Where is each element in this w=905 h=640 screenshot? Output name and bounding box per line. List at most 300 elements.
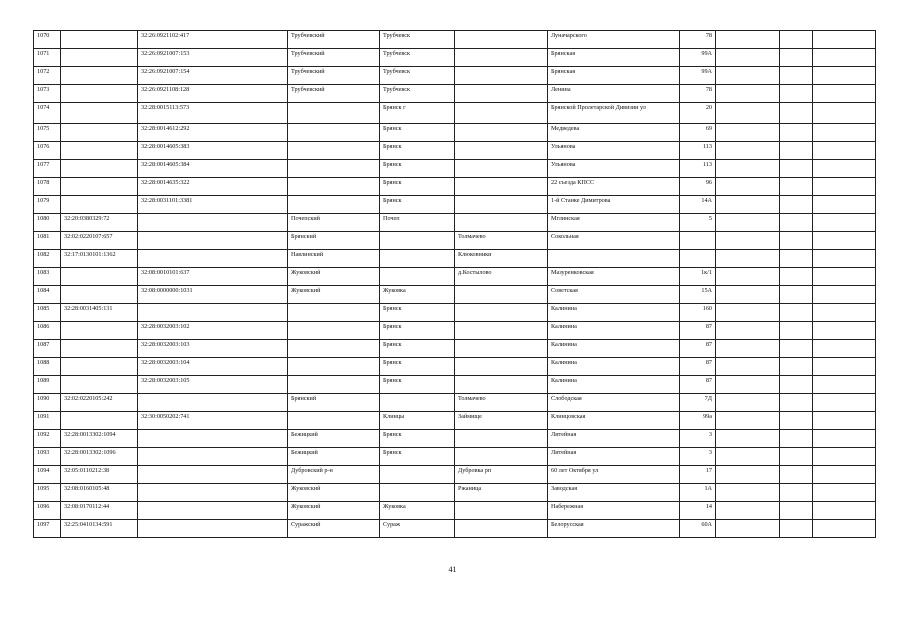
cadastral-number-alt-cell xyxy=(138,430,288,448)
house-number-cell: 87 xyxy=(680,358,716,376)
cadastral-number-alt-cell: 32:28:0031101:3381 xyxy=(138,196,288,214)
empty-cell xyxy=(780,268,813,286)
city-cell: Брянск г xyxy=(380,103,455,124)
empty-cell xyxy=(716,142,780,160)
city-cell: Жуковка xyxy=(380,502,455,520)
cadastral-number-cell xyxy=(61,124,138,142)
empty-cell xyxy=(813,196,876,214)
empty-cell xyxy=(813,286,876,304)
empty-cell xyxy=(780,358,813,376)
street-cell: Белорусская xyxy=(548,520,680,538)
empty-cell xyxy=(780,124,813,142)
table-body xyxy=(34,31,876,538)
empty-cell xyxy=(780,250,813,268)
settlement-cell xyxy=(455,49,548,67)
street-cell: Заводская xyxy=(548,484,680,502)
settlement-cell xyxy=(455,31,548,49)
empty-cell xyxy=(813,85,876,103)
street-cell: Брянской Пролетарской Дивизии ул xyxy=(548,103,680,124)
empty-cell xyxy=(813,103,876,124)
empty-cell xyxy=(813,124,876,142)
street-cell: 1-й Станке Димитрова xyxy=(548,196,680,214)
empty-cell xyxy=(716,67,780,85)
district-cell: Трубчевский xyxy=(288,85,380,103)
row-number-cell: 1085 xyxy=(34,304,61,322)
settlement-cell: Дубровка рп xyxy=(455,466,548,484)
empty-cell xyxy=(780,322,813,340)
settlement-cell xyxy=(455,430,548,448)
street-cell: Ленина xyxy=(548,85,680,103)
cadastral-number-cell: 32:17:0130101:1362 xyxy=(61,250,138,268)
street-cell: Слободская xyxy=(548,394,680,412)
house-number-cell: 78 xyxy=(680,85,716,103)
cadastral-number-cell: 32:02:0220107:657 xyxy=(61,232,138,250)
district-cell xyxy=(288,103,380,124)
city-cell: Клинцы xyxy=(380,412,455,430)
empty-cell xyxy=(813,340,876,358)
empty-cell xyxy=(813,466,876,484)
row-number-cell: 1073 xyxy=(34,85,61,103)
empty-cell xyxy=(780,502,813,520)
house-number-cell: 1А xyxy=(680,484,716,502)
district-cell xyxy=(288,322,380,340)
cadastral-number-cell xyxy=(61,142,138,160)
cadastral-number-alt-cell: 32:28:0015113:573 xyxy=(138,103,288,124)
house-number-cell: 15А xyxy=(680,286,716,304)
cadastral-number-alt-cell xyxy=(138,502,288,520)
empty-cell xyxy=(780,520,813,538)
street-cell: Калинина xyxy=(548,322,680,340)
empty-cell xyxy=(780,340,813,358)
row-number-cell: 1090 xyxy=(34,394,61,412)
house-number-cell: 99А xyxy=(680,67,716,85)
house-number-cell: 96 xyxy=(680,178,716,196)
cadastral-number-alt-cell: 32:28:0032003:104 xyxy=(138,358,288,376)
settlement-cell xyxy=(455,214,548,232)
cadastral-number-cell xyxy=(61,376,138,394)
city-cell: Брянск xyxy=(380,376,455,394)
empty-cell xyxy=(780,85,813,103)
empty-cell xyxy=(780,430,813,448)
cadastral-number-cell: 32:28:0013302:1094 xyxy=(61,430,138,448)
city-cell: Сураж xyxy=(380,520,455,538)
empty-cell xyxy=(716,214,780,232)
city-cell xyxy=(380,484,455,502)
city-cell: Брянск xyxy=(380,124,455,142)
empty-cell xyxy=(780,376,813,394)
cadastral-number-alt-cell xyxy=(138,448,288,466)
city-cell: Брянск xyxy=(380,304,455,322)
cadastral-number-alt-cell: 32:28:0032003:105 xyxy=(138,376,288,394)
cadastral-number-alt-cell: 32:26:0921007:154 xyxy=(138,67,288,85)
empty-cell xyxy=(716,49,780,67)
row-number-cell: 1097 xyxy=(34,520,61,538)
empty-cell xyxy=(780,31,813,49)
table-row xyxy=(34,340,876,358)
empty-cell xyxy=(716,103,780,124)
empty-cell xyxy=(716,340,780,358)
empty-cell xyxy=(716,250,780,268)
cadastral-number-cell: 32:08:0170112:44 xyxy=(61,502,138,520)
row-number-cell: 1077 xyxy=(34,160,61,178)
cadastral-number-alt-cell: 32:26:0921102:417 xyxy=(138,31,288,49)
row-number-cell: 1072 xyxy=(34,67,61,85)
district-cell: Жуковский xyxy=(288,286,380,304)
table-row xyxy=(34,484,876,502)
empty-cell xyxy=(780,67,813,85)
empty-cell xyxy=(716,322,780,340)
empty-cell xyxy=(813,358,876,376)
street-cell: Луначарского xyxy=(548,31,680,49)
empty-cell xyxy=(813,448,876,466)
row-number-cell: 1091 xyxy=(34,412,61,430)
house-number-cell: 99а xyxy=(680,412,716,430)
cadastral-number-cell: 32:05:0110212:38 xyxy=(61,466,138,484)
district-cell: Трубчевский xyxy=(288,67,380,85)
settlement-cell xyxy=(455,85,548,103)
empty-cell xyxy=(780,394,813,412)
row-number-cell: 1088 xyxy=(34,358,61,376)
cadastral-number-cell xyxy=(61,67,138,85)
row-number-cell: 1082 xyxy=(34,250,61,268)
house-number-cell: 87 xyxy=(680,376,716,394)
house-number-cell: 3 xyxy=(680,430,716,448)
empty-cell xyxy=(813,232,876,250)
city-cell xyxy=(380,466,455,484)
empty-cell xyxy=(716,502,780,520)
cadastral-number-alt-cell: 32:28:0014605:384 xyxy=(138,160,288,178)
cadastral-number-alt-cell: 32:28:0032003:102 xyxy=(138,322,288,340)
empty-cell xyxy=(716,286,780,304)
settlement-cell xyxy=(455,304,548,322)
table-row xyxy=(34,448,876,466)
house-number-cell: 5 xyxy=(680,214,716,232)
house-number-cell: 7Д xyxy=(680,394,716,412)
table-row xyxy=(34,286,876,304)
empty-cell xyxy=(813,250,876,268)
house-number-cell: 20 xyxy=(680,103,716,124)
city-cell: Брянск xyxy=(380,160,455,178)
street-cell: Калинина xyxy=(548,340,680,358)
street-cell: Ульянова xyxy=(548,142,680,160)
street-cell: 22 съезда КПСС xyxy=(548,178,680,196)
row-number-cell: 1078 xyxy=(34,178,61,196)
house-number-cell: 69 xyxy=(680,124,716,142)
house-number-cell: 87 xyxy=(680,340,716,358)
empty-cell xyxy=(813,322,876,340)
empty-cell xyxy=(716,520,780,538)
table-row xyxy=(34,250,876,268)
empty-cell xyxy=(716,232,780,250)
house-number-cell: 87 xyxy=(680,322,716,340)
row-number-cell: 1070 xyxy=(34,31,61,49)
city-cell: Брянск xyxy=(380,430,455,448)
table-row xyxy=(34,376,876,394)
street-cell: Медведева xyxy=(548,124,680,142)
settlement-cell: Займище xyxy=(455,412,548,430)
city-cell: Брянск xyxy=(380,340,455,358)
cadastral-number-cell xyxy=(61,340,138,358)
empty-cell xyxy=(780,484,813,502)
city-cell: Брянск xyxy=(380,358,455,376)
empty-cell xyxy=(813,160,876,178)
cadastral-number-alt-cell xyxy=(138,250,288,268)
house-number-cell: 99А xyxy=(680,49,716,67)
empty-cell xyxy=(813,178,876,196)
row-number-cell: 1084 xyxy=(34,286,61,304)
empty-cell xyxy=(813,520,876,538)
table-row xyxy=(34,304,876,322)
cadastral-number-alt-cell xyxy=(138,304,288,322)
cadastral-number-alt-cell xyxy=(138,484,288,502)
cadastral-number-alt-cell: 32:28:0014635:322 xyxy=(138,178,288,196)
row-number-cell: 1086 xyxy=(34,322,61,340)
empty-cell xyxy=(716,376,780,394)
row-number-cell: 1093 xyxy=(34,448,61,466)
district-cell: Бежицкий xyxy=(288,448,380,466)
settlement-cell: д.Костылово xyxy=(455,268,548,286)
cadastral-number-cell: 32:28:0013302:1096 xyxy=(61,448,138,466)
district-cell: Жуковский xyxy=(288,268,380,286)
table-row xyxy=(34,142,876,160)
cadastral-number-cell: 32:08:0160105:48 xyxy=(61,484,138,502)
table-row xyxy=(34,160,876,178)
settlement-cell xyxy=(455,340,548,358)
row-number-cell: 1094 xyxy=(34,466,61,484)
empty-cell xyxy=(780,196,813,214)
city-cell: Трубчевск xyxy=(380,31,455,49)
settlement-cell xyxy=(455,448,548,466)
empty-cell xyxy=(780,214,813,232)
cadastral-number-cell: 32:28:0031405:131 xyxy=(61,304,138,322)
cadastral-number-cell xyxy=(61,85,138,103)
cadastral-number-alt-cell: 32:08:0000000:1031 xyxy=(138,286,288,304)
empty-cell xyxy=(813,430,876,448)
city-cell: Жуковка xyxy=(380,286,455,304)
table-row xyxy=(34,124,876,142)
house-number-cell: 1к/1 xyxy=(680,268,716,286)
settlement-cell: Клюковники xyxy=(455,250,548,268)
city-cell: Почеп xyxy=(380,214,455,232)
street-cell: Калинина xyxy=(548,376,680,394)
table-row xyxy=(34,103,876,124)
district-cell: Бежицкий xyxy=(288,430,380,448)
table-row xyxy=(34,502,876,520)
settlement-cell xyxy=(455,286,548,304)
district-cell xyxy=(288,376,380,394)
cadastral-number-cell xyxy=(61,268,138,286)
empty-cell xyxy=(813,142,876,160)
district-cell: Навлинский xyxy=(288,250,380,268)
row-number-cell: 1095 xyxy=(34,484,61,502)
city-cell: Брянск xyxy=(380,142,455,160)
empty-cell xyxy=(716,196,780,214)
settlement-cell xyxy=(455,124,548,142)
cadastral-number-cell xyxy=(61,31,138,49)
table-row xyxy=(34,268,876,286)
empty-cell xyxy=(716,304,780,322)
cadastral-number-alt-cell xyxy=(138,394,288,412)
empty-cell xyxy=(813,67,876,85)
empty-cell xyxy=(716,124,780,142)
cadastral-number-alt-cell xyxy=(138,214,288,232)
table-row xyxy=(34,466,876,484)
settlement-cell xyxy=(455,67,548,85)
empty-cell xyxy=(716,484,780,502)
house-number-cell: 60А xyxy=(680,520,716,538)
district-cell: Жуковский xyxy=(288,502,380,520)
city-cell: Трубчевск xyxy=(380,85,455,103)
empty-cell xyxy=(716,358,780,376)
cadastral-number-alt-cell xyxy=(138,520,288,538)
district-cell: Дубровский р-н xyxy=(288,466,380,484)
settlement-cell xyxy=(455,160,548,178)
row-number-cell: 1079 xyxy=(34,196,61,214)
street-cell: Советская xyxy=(548,286,680,304)
settlement-cell xyxy=(455,142,548,160)
empty-cell xyxy=(716,268,780,286)
house-number-cell xyxy=(680,250,716,268)
city-cell xyxy=(380,232,455,250)
city-cell xyxy=(380,394,455,412)
cadastral-number-cell xyxy=(61,322,138,340)
empty-cell xyxy=(780,103,813,124)
city-cell: Брянск xyxy=(380,178,455,196)
settlement-cell xyxy=(455,520,548,538)
empty-cell xyxy=(780,142,813,160)
street-cell: Литейная xyxy=(548,448,680,466)
cadastral-number-cell xyxy=(61,196,138,214)
settlement-cell xyxy=(455,178,548,196)
house-number-cell: 113 xyxy=(680,160,716,178)
district-cell: Брянский xyxy=(288,394,380,412)
table-row xyxy=(34,31,876,49)
address-table xyxy=(33,30,876,538)
table-row xyxy=(34,358,876,376)
empty-cell xyxy=(716,448,780,466)
table-row xyxy=(34,85,876,103)
district-cell xyxy=(288,160,380,178)
cadastral-number-alt-cell: 32:08:0010101:637 xyxy=(138,268,288,286)
table-row xyxy=(34,232,876,250)
row-number-cell: 1096 xyxy=(34,502,61,520)
district-cell: Трубчевский xyxy=(288,49,380,67)
settlement-cell xyxy=(455,376,548,394)
district-cell xyxy=(288,124,380,142)
cadastral-number-alt-cell: 32:26:0921108:128 xyxy=(138,85,288,103)
row-number-cell: 1080 xyxy=(34,214,61,232)
cadastral-number-alt-cell: 32:30:0050202:741 xyxy=(138,412,288,430)
settlement-cell xyxy=(455,322,548,340)
city-cell: Трубчевск xyxy=(380,49,455,67)
empty-cell xyxy=(813,394,876,412)
street-cell: Ульянова xyxy=(548,160,680,178)
table-row xyxy=(34,322,876,340)
empty-cell xyxy=(780,232,813,250)
house-number-cell: 3 xyxy=(680,448,716,466)
cadastral-number-cell xyxy=(61,103,138,124)
street-cell: Мазуренковская xyxy=(548,268,680,286)
cadastral-number-alt-cell: 32:26:0921007:153 xyxy=(138,49,288,67)
empty-cell xyxy=(716,160,780,178)
city-cell: Трубчевск xyxy=(380,67,455,85)
street-cell: Сокольная xyxy=(548,232,680,250)
empty-cell xyxy=(813,31,876,49)
settlement-cell xyxy=(455,196,548,214)
cadastral-number-cell: 32:02:0220105:242 xyxy=(61,394,138,412)
street-cell: Калинина xyxy=(548,358,680,376)
row-number-cell: 1071 xyxy=(34,49,61,67)
cadastral-number-cell: 32:20:0380329:72 xyxy=(61,214,138,232)
district-cell xyxy=(288,412,380,430)
row-number-cell: 1081 xyxy=(34,232,61,250)
district-cell xyxy=(288,142,380,160)
page-number: 41 xyxy=(448,565,457,574)
cadastral-number-alt-cell xyxy=(138,466,288,484)
empty-cell xyxy=(813,304,876,322)
cadastral-number-cell xyxy=(61,160,138,178)
row-number-cell: 1074 xyxy=(34,103,61,124)
city-cell xyxy=(380,268,455,286)
cadastral-number-cell: 32:25:0410134:591 xyxy=(61,520,138,538)
house-number-cell: 78 xyxy=(680,31,716,49)
house-number-cell: 17 xyxy=(680,466,716,484)
cadastral-number-alt-cell: 32:28:0014612:292 xyxy=(138,124,288,142)
empty-cell xyxy=(813,376,876,394)
district-cell: Трубчевский xyxy=(288,31,380,49)
empty-cell xyxy=(716,85,780,103)
city-cell xyxy=(380,250,455,268)
row-number-cell: 1089 xyxy=(34,376,61,394)
house-number-cell: 14 xyxy=(680,502,716,520)
row-number-cell: 1087 xyxy=(34,340,61,358)
empty-cell xyxy=(813,412,876,430)
table-row xyxy=(34,394,876,412)
settlement-cell xyxy=(455,502,548,520)
street-cell: Литейная xyxy=(548,430,680,448)
empty-cell xyxy=(780,160,813,178)
street-cell: Калинина xyxy=(548,304,680,322)
cadastral-number-cell xyxy=(61,178,138,196)
table-row xyxy=(34,430,876,448)
row-number-cell: 1076 xyxy=(34,142,61,160)
house-number-cell: 160 xyxy=(680,304,716,322)
district-cell: Брянский xyxy=(288,232,380,250)
empty-cell xyxy=(813,49,876,67)
empty-cell xyxy=(780,448,813,466)
street-cell: Клинцовская xyxy=(548,412,680,430)
cadastral-number-cell xyxy=(61,286,138,304)
district-cell: Суражский xyxy=(288,520,380,538)
table-row xyxy=(34,196,876,214)
row-number-cell: 1075 xyxy=(34,124,61,142)
empty-cell xyxy=(813,214,876,232)
row-number-cell: 1083 xyxy=(34,268,61,286)
cadastral-number-alt-cell xyxy=(138,232,288,250)
settlement-cell: Ржаница xyxy=(455,484,548,502)
empty-cell xyxy=(780,466,813,484)
cadastral-number-alt-cell: 32:28:0032003:103 xyxy=(138,340,288,358)
settlement-cell xyxy=(455,358,548,376)
empty-cell xyxy=(780,286,813,304)
city-cell: Брянск xyxy=(380,448,455,466)
settlement-cell xyxy=(455,103,548,124)
district-cell xyxy=(288,178,380,196)
empty-cell xyxy=(813,268,876,286)
district-cell: Жуковский xyxy=(288,484,380,502)
cadastral-number-cell xyxy=(61,412,138,430)
district-cell xyxy=(288,340,380,358)
